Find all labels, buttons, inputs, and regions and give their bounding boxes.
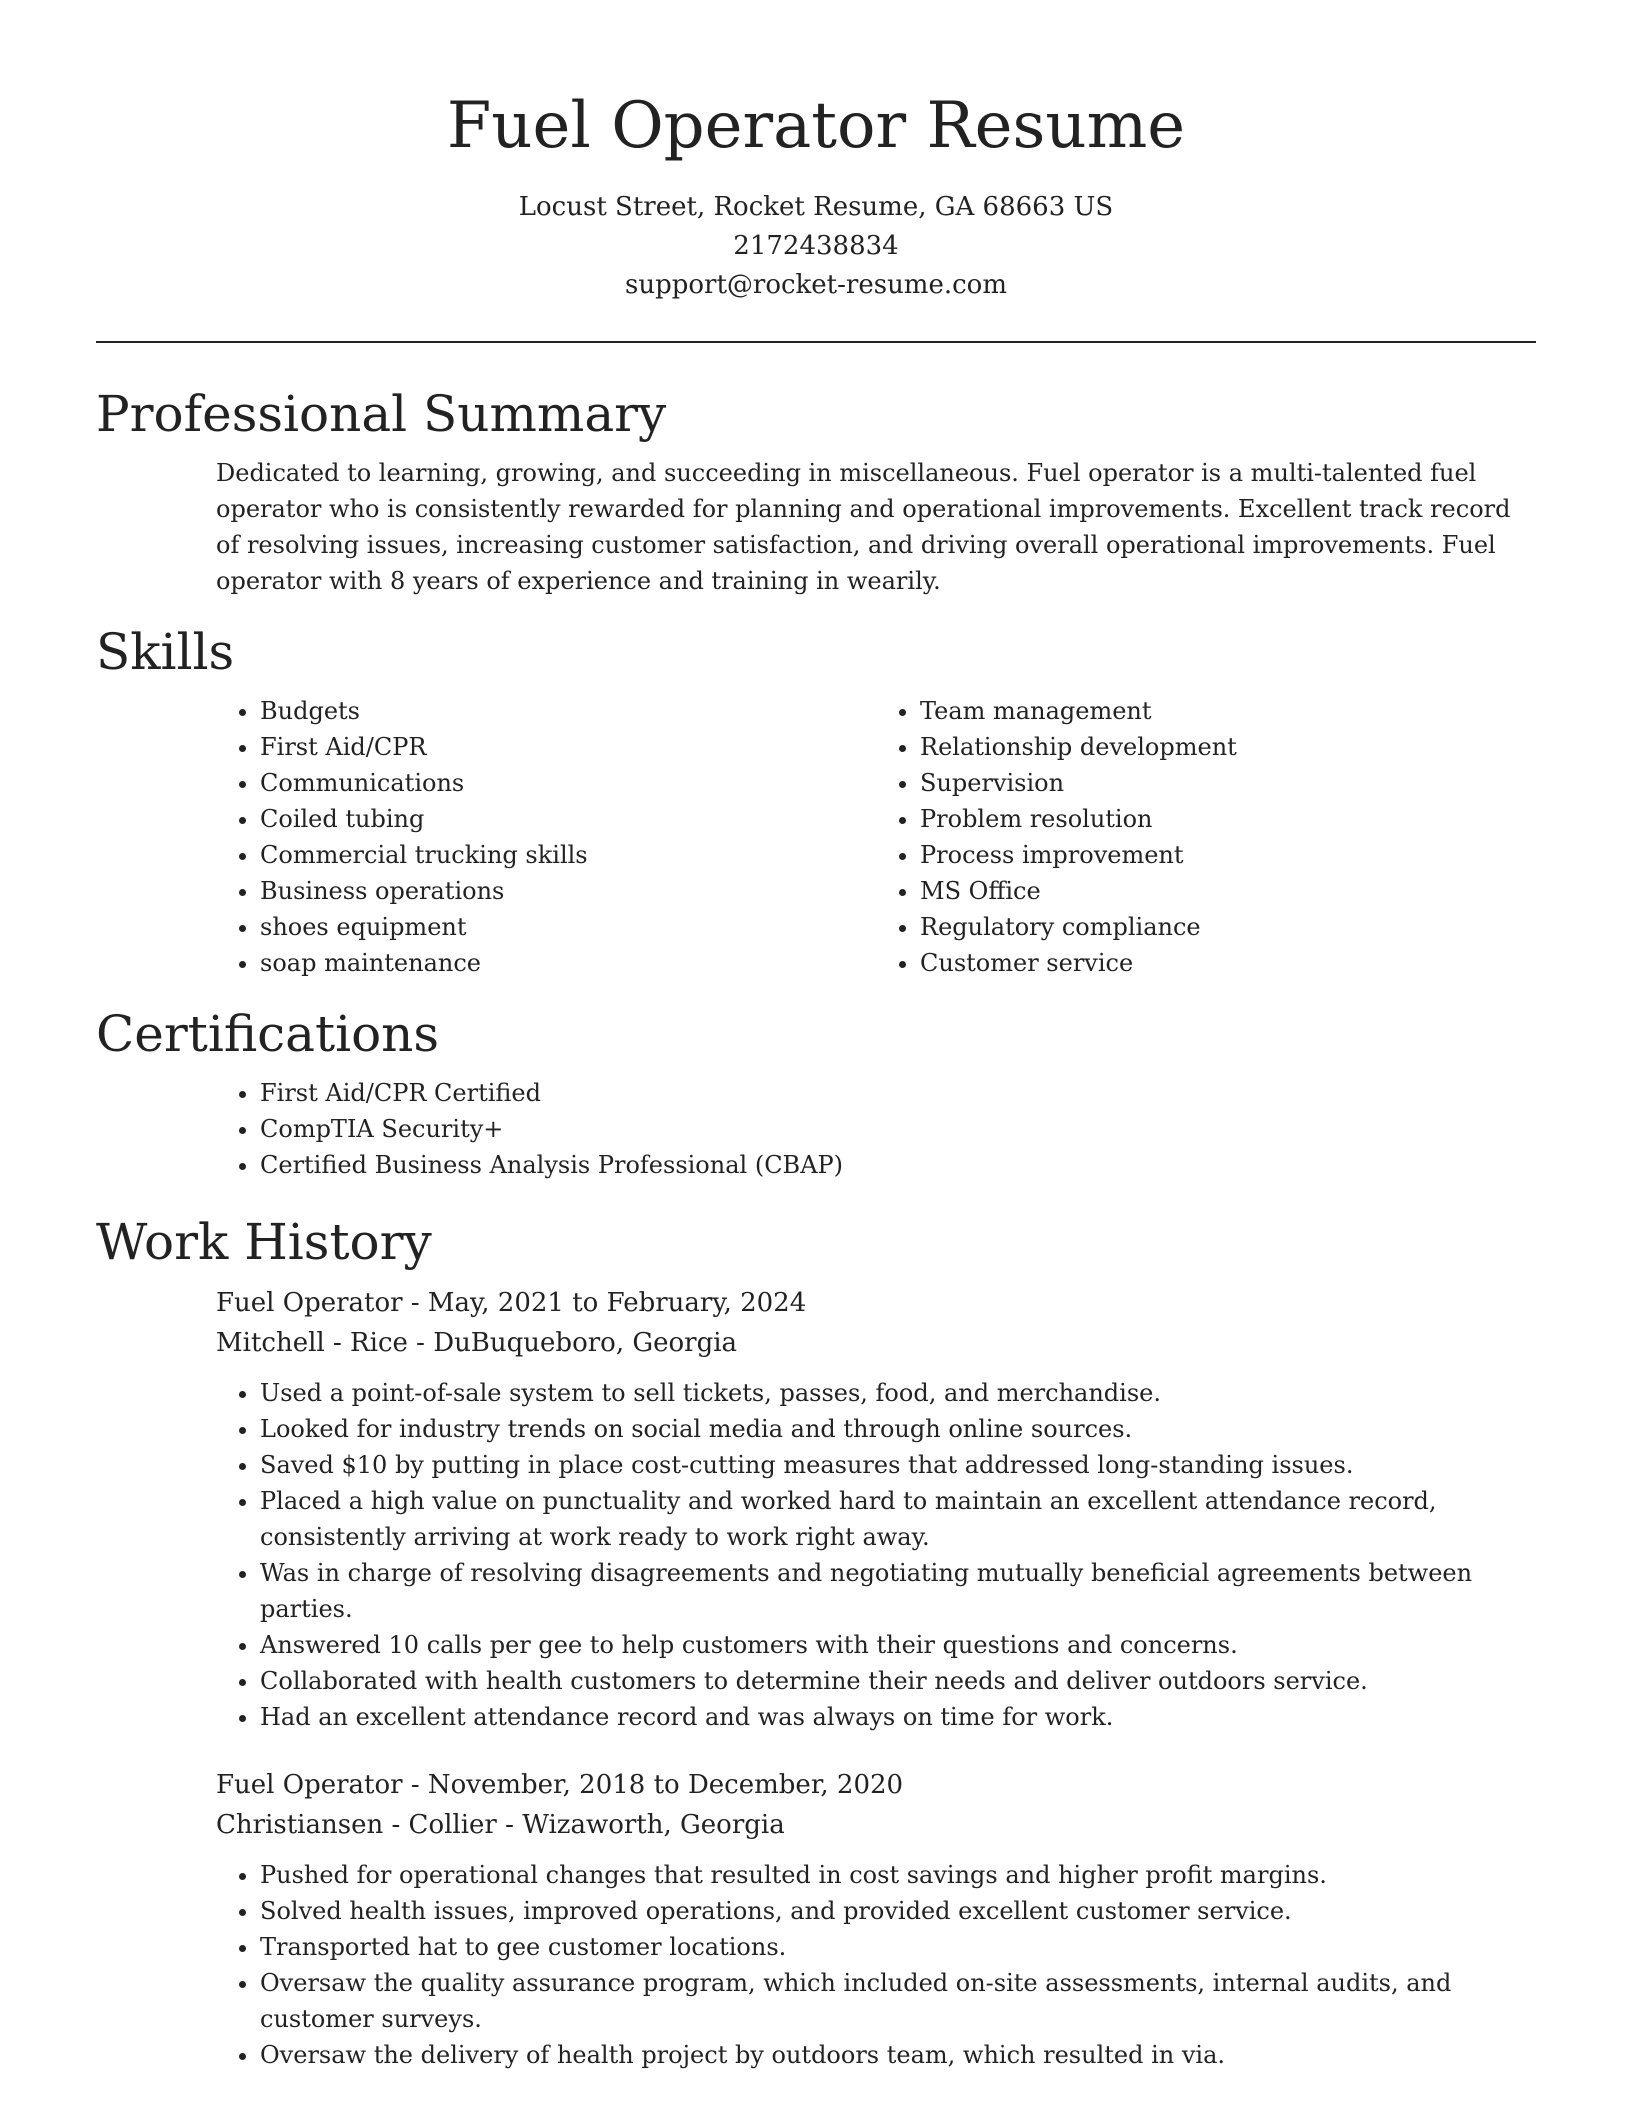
job-bullet: • Oversaw the delivery of health project by outdoors team, which resulted in via. (260, 2037, 1536, 2073)
skill-item: • Budgets (260, 693, 876, 729)
certification-item: • CompTIA Security+ (260, 1111, 1536, 1147)
job-bullet: • Answered 10 calls per gee to help customers with their questions and concerns. (260, 1627, 1536, 1663)
resume-content (96, 383, 1536, 2103)
job-bullet: • Pushed for operational changes that resulted in cost savings and higher profit margins. (260, 1857, 1536, 1893)
job-bullets (216, 1857, 1536, 2073)
job-bullet: • Transported hat to gee customer locations. (260, 1929, 1536, 1965)
skills-heading: Skills (96, 623, 235, 681)
job-bullet: • Looked for industry trends on social media and through online sources. (260, 1411, 1536, 1447)
skill-item: • Team management (920, 693, 1536, 729)
job-bullet: • Was in charge of resolving disagreements and negotiating mutually beneficial agreements between parties. (260, 1555, 1536, 1627)
skill-item: • Coiled tubing (260, 801, 876, 837)
skill-item: • Customer service (920, 945, 1536, 981)
certification-item: • Certified Business Analysis Professional (CBAP) (260, 1147, 1536, 1183)
skill-item: • soap maintenance (260, 945, 876, 981)
skill-item: • Supervision (920, 765, 1536, 801)
skills-grid (216, 693, 1536, 981)
job-title: Fuel Operator (216, 1770, 403, 1800)
contact-phone: 2172438834 (733, 231, 899, 261)
job-bullet: • Collaborated with health customers to determine their needs and deliver outdoors service. (260, 1663, 1536, 1699)
job-location: Wizaworth, Georgia (522, 1810, 785, 1840)
company-name: Mitchell (216, 1328, 325, 1358)
skill-item: • Regulatory compliance (920, 909, 1536, 945)
resume-title: Fuel Operator Resume (446, 89, 1186, 163)
skills-list-left (216, 693, 876, 981)
skill-item: • shoes equipment (260, 909, 876, 945)
skill-item: • MS Office (920, 873, 1536, 909)
contact-address: Locust Street, Rocket Resume, GA 68663 US (518, 192, 1114, 222)
summary-heading: Professional Summary (96, 385, 667, 443)
resume-header (0, 0, 1632, 305)
skills-section (96, 621, 1536, 981)
job-entry (216, 1283, 1536, 1735)
skill-item: • Communications (260, 765, 876, 801)
job-bullet: • Oversaw the quality assurance program, which included on-site assessments, internal audits, and customer surveys. (260, 1965, 1536, 2037)
job-company-line: Mitchell - Rice - DuBuqueboro, Georgia (216, 1328, 738, 1358)
job-dates: May, 2021 to February, 2024 (427, 1288, 807, 1318)
skills-list-right (876, 693, 1536, 981)
skill-item: • Relationship development (920, 729, 1536, 765)
job-company-line: Christiansen - Collier - Wizaworth, Georgia (216, 1810, 785, 1840)
contact-email: support@rocket-resume.com (624, 270, 1007, 300)
job-bullet: • Placed a high value on punctuality and worked hard to maintain an excellent attendance record, consistently arriving at work ready to work right away. (260, 1483, 1536, 1555)
job-title: Fuel Operator (216, 1288, 403, 1318)
certifications-section (96, 1003, 1536, 1183)
skill-item: • Business operations (260, 873, 876, 909)
certification-item: • First Aid/CPR Certified (260, 1075, 1536, 1111)
job-bullet: • Used a point-of-sale system to sell tickets, passes, food, and merchandise. (260, 1375, 1536, 1411)
summary-text: Dedicated to learning, growing, and succeeding in miscellaneous. Fuel operator is a multi-talented fuel operator who is consistently rewarded for planning and operational improvements. Excellent track record of resolving issues, increasing customer satisfaction, and driving overall operational improvements. Fuel operator with 8 years of experience and training in wearily. (216, 459, 1511, 595)
company-name-second: Collier (408, 1810, 497, 1840)
job-bullet: • Saved $10 by putting in place cost-cutting measures that addressed long-standing issues. (260, 1447, 1536, 1483)
skill-item: • First Aid/CPR (260, 729, 876, 765)
job-bullets (216, 1375, 1536, 1735)
header-divider (96, 341, 1536, 343)
job-bullet: • Had an excellent attendance record and was always on time for work. (260, 1699, 1536, 1735)
certifications-heading: Certifications (96, 1005, 440, 1063)
job-location: DuBuqueboro, Georgia (433, 1328, 738, 1358)
contact-block (0, 188, 1632, 305)
job-entry (216, 1765, 1536, 2073)
job-bullet: • Solved health issues, improved operations, and provided excellent customer service. (260, 1893, 1536, 1929)
work-history-heading: Work History (96, 1213, 432, 1271)
skill-item: • Process improvement (920, 837, 1536, 873)
work-history-section (96, 1211, 1536, 2073)
job-title-line: Fuel Operator - May, 2021 to February, 2024 (216, 1288, 807, 1318)
job-dates: November, 2018 to December, 2020 (427, 1770, 904, 1800)
skill-item: • Problem resolution (920, 801, 1536, 837)
company-name-second: Rice (350, 1328, 408, 1358)
company-name: Christiansen (216, 1810, 384, 1840)
job-title-line: Fuel Operator - November, 2018 to December, 2020 (216, 1770, 904, 1800)
certifications-list (216, 1075, 1536, 1183)
professional-summary-section (96, 383, 1536, 599)
skill-item: • Commercial trucking skills (260, 837, 876, 873)
